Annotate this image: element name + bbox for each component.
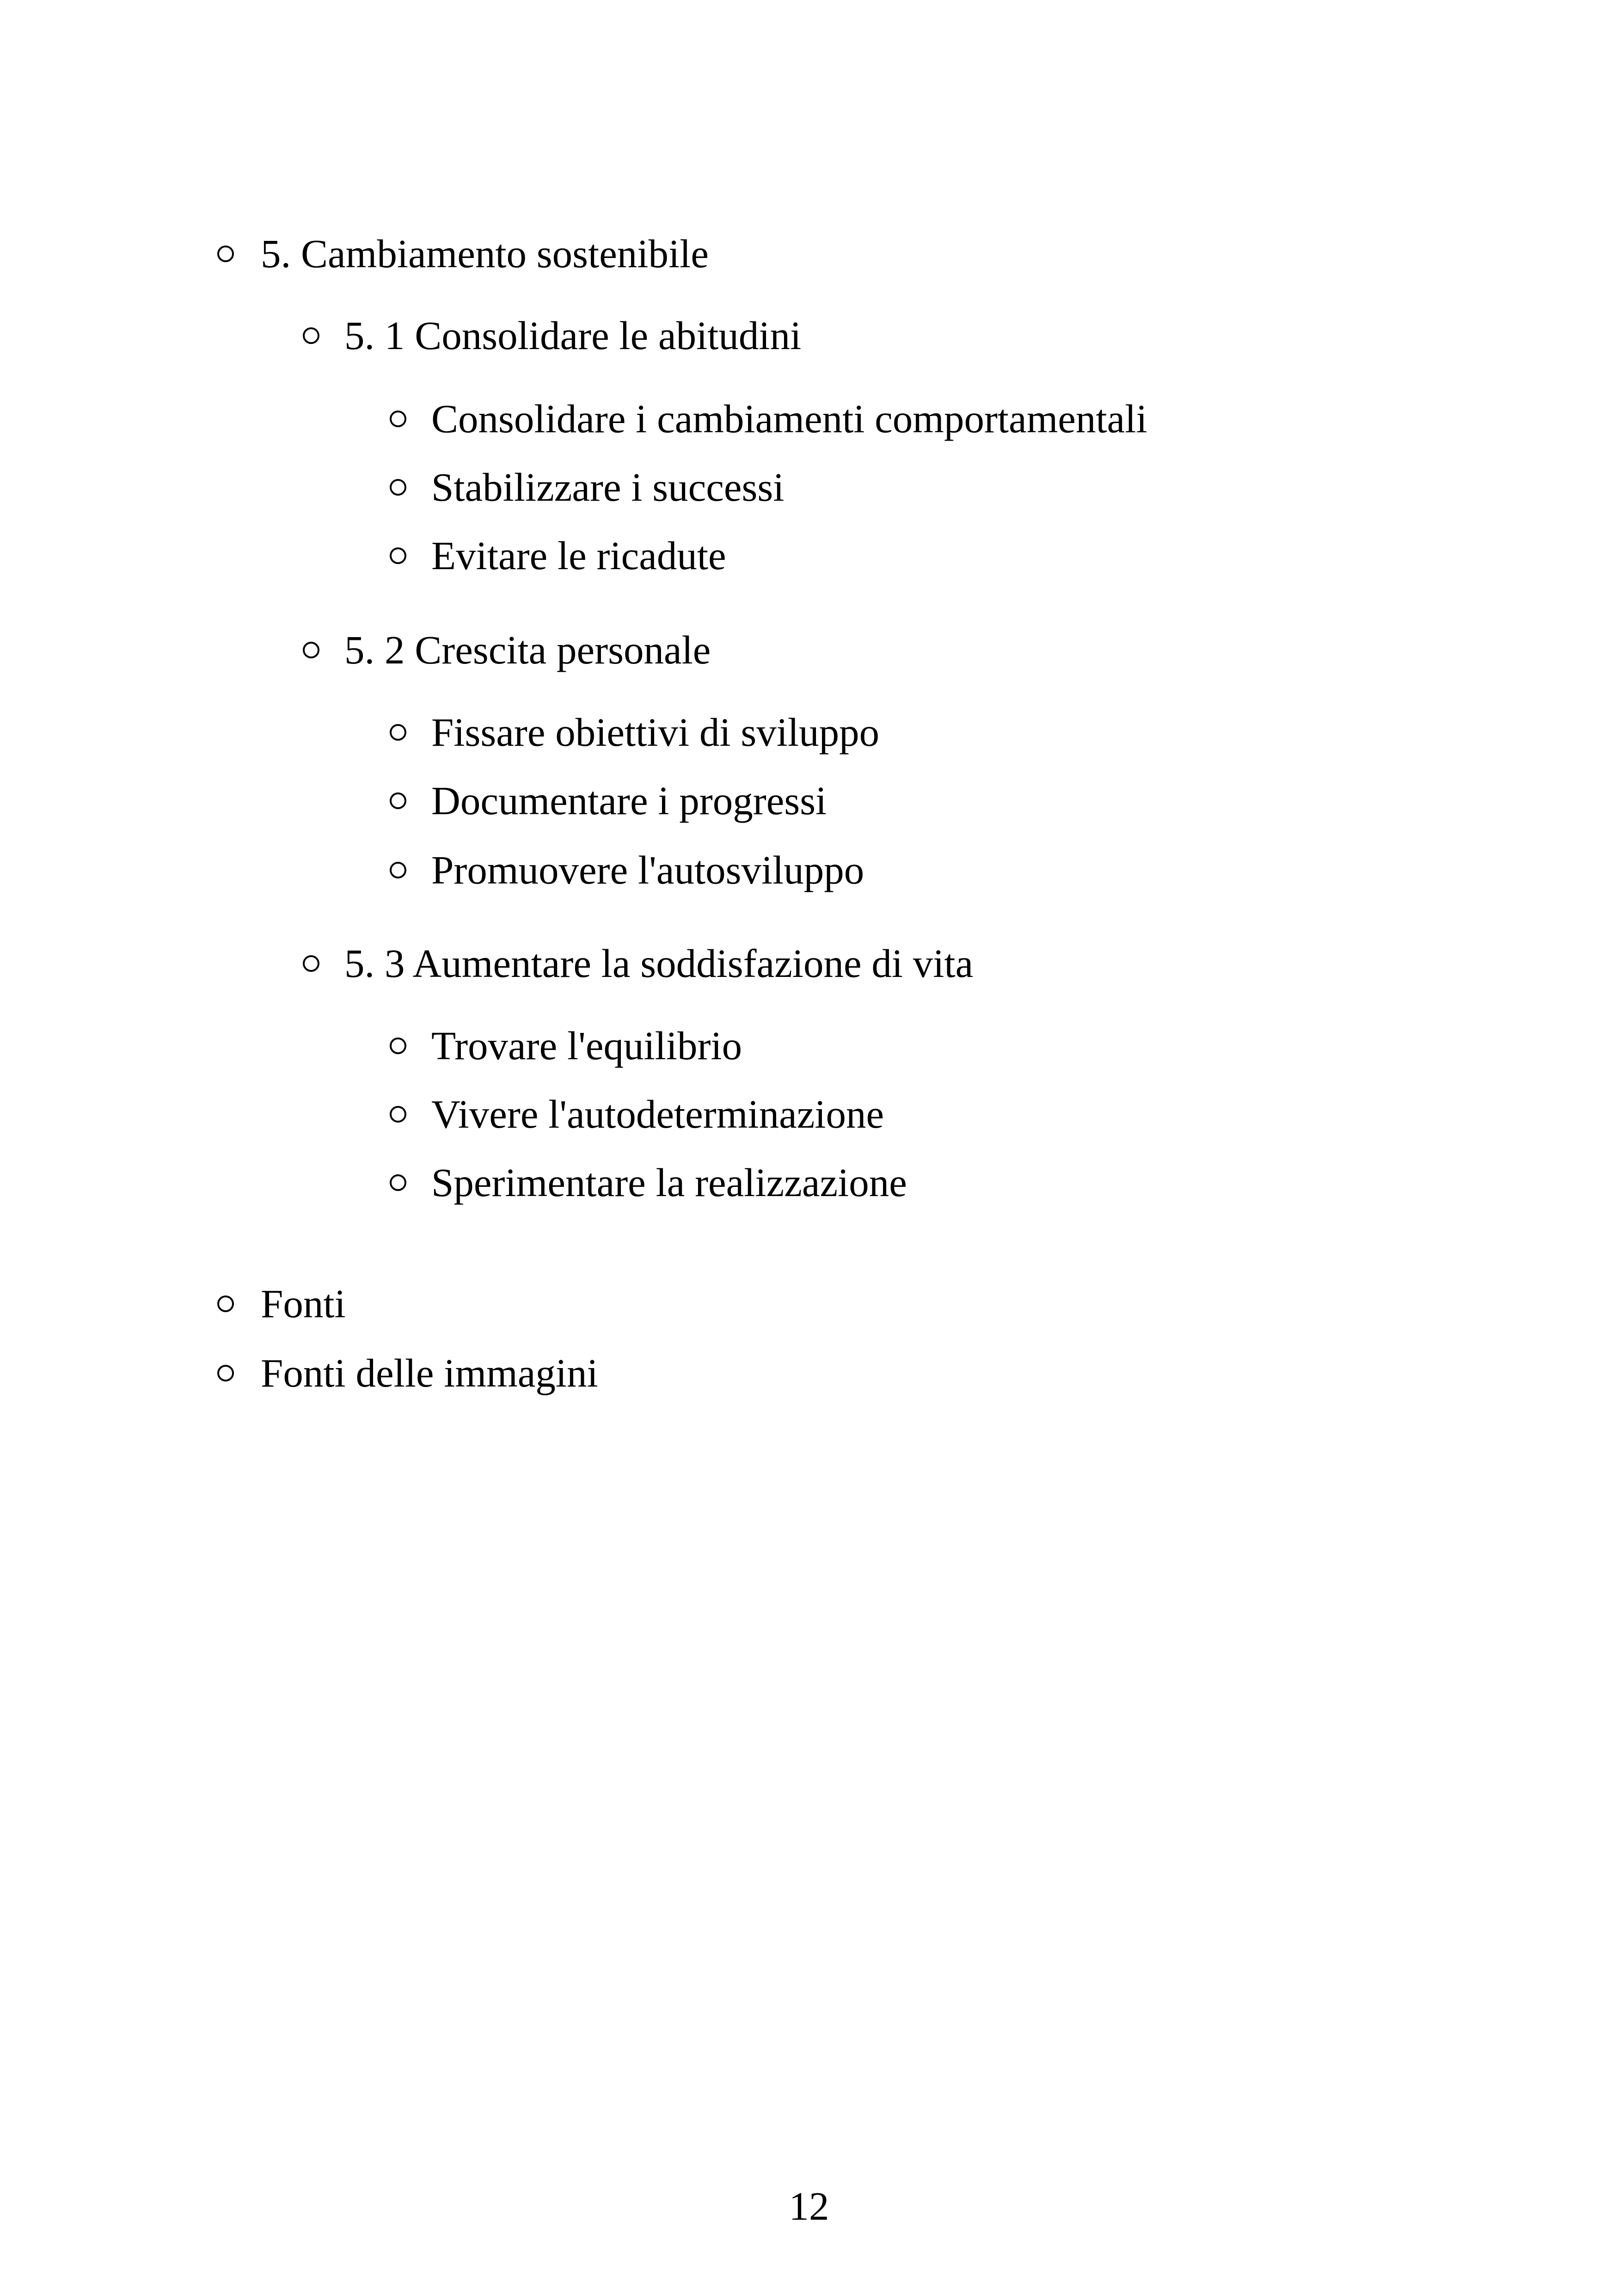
outline-item-label: 5. 3 Aumentare la soddisfazione di vita — [344, 941, 974, 986]
outline-item-label: Stabilizzare i successi — [431, 465, 784, 510]
hollow-circle-icon — [390, 1174, 406, 1191]
outline-item-level-3 — [390, 1162, 907, 1203]
outline-item-label: Fissare obiettivi di sviluppo — [431, 710, 880, 755]
hollow-circle-icon — [303, 955, 319, 972]
outline-item-level-3 — [390, 396, 1147, 441]
hollow-circle-icon — [390, 479, 406, 496]
outline-item-label: Vivere l'autodeterminazione — [431, 1092, 884, 1136]
outline-item-label: Evitare le ricadute — [431, 533, 726, 578]
hollow-circle-icon — [217, 1365, 234, 1381]
outline-item-label: Fonti — [261, 1281, 346, 1326]
outline-item-label: Documentare i progressi — [431, 778, 827, 823]
outline-item-level-3 — [390, 780, 827, 821]
hollow-circle-icon — [303, 327, 319, 344]
outline-item-level-3 — [390, 1025, 742, 1066]
outline-item-level-3 — [390, 710, 880, 755]
outline-item-level-3 — [390, 847, 864, 892]
hollow-circle-icon — [390, 792, 406, 809]
hollow-circle-icon — [390, 547, 406, 564]
outline-item-label: Sperimentare la realizzazione — [431, 1160, 907, 1205]
hollow-circle-icon — [390, 724, 406, 741]
outline-item-label: 5. Cambiamento sostenibile — [261, 231, 709, 276]
outline-item-label: Fonti delle immagini — [261, 1351, 598, 1395]
hollow-circle-icon — [390, 862, 406, 878]
outline-item-level-3 — [390, 1094, 884, 1134]
outline-item-label: Trovare l'equilibrio — [431, 1023, 742, 1068]
page-number: 12 — [789, 2184, 829, 2228]
outline-item-label: 5. 1 Consolidare le abitudini — [344, 313, 802, 358]
outline-item-label: Consolidare i cambiamenti comportamentali — [431, 396, 1147, 441]
hollow-circle-icon — [303, 642, 319, 658]
hollow-circle-icon — [390, 411, 406, 427]
outline-item-level-2 — [303, 315, 801, 356]
outline-item-level-1 — [217, 233, 709, 274]
hollow-circle-icon — [217, 246, 234, 262]
hollow-circle-icon — [390, 1106, 406, 1123]
hollow-circle-icon — [217, 1295, 234, 1312]
hollow-circle-icon — [390, 1037, 406, 1054]
outline-item-level-2 — [303, 941, 974, 986]
outline-item-label: Promuovere l'autosviluppo — [431, 847, 864, 892]
outline-item-level-3 — [390, 535, 726, 576]
outline-item-level-1 — [217, 1353, 598, 1393]
outline-item-level-1 — [217, 1283, 346, 1324]
outline-item-level-2 — [303, 627, 711, 672]
outline-item-level-3 — [390, 465, 784, 510]
outline-item-label: 5. 2 Crescita personale — [344, 627, 711, 672]
